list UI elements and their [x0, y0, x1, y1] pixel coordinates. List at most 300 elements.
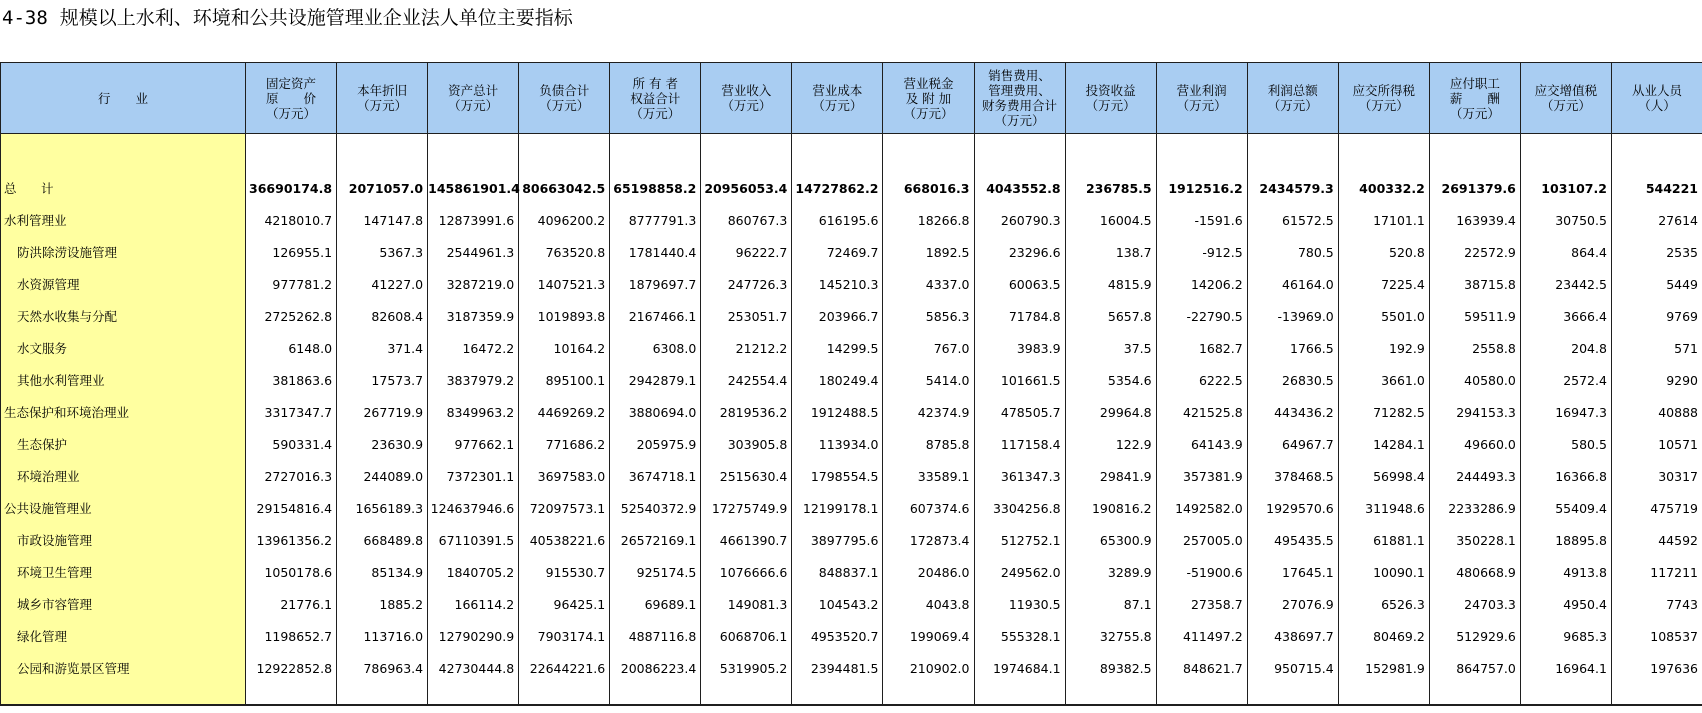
value-cell: 2233286.9 — [1429, 492, 1520, 524]
spacer-cell — [337, 134, 428, 173]
value-cell: 65198858.2 — [610, 172, 701, 204]
value-cell: 6148.0 — [246, 332, 337, 364]
industry-name: 城乡市容管理 — [1, 588, 246, 620]
value-cell: 4815.9 — [1065, 268, 1156, 300]
spacer-cell — [883, 684, 974, 705]
table-title: 规模以上水利、环境和公共设施管理业企业法人单位主要指标 — [59, 7, 573, 29]
column-header: 营业税金 及 附 加 （万元） — [883, 63, 974, 134]
value-cell: 6308.0 — [610, 332, 701, 364]
value-cell: 5449 — [1611, 268, 1702, 300]
spacer-cell — [246, 134, 337, 173]
value-cell: 147147.8 — [337, 204, 428, 236]
value-cell: 14206.2 — [1156, 268, 1247, 300]
spacer-cell — [792, 684, 883, 705]
value-cell: 475719 — [1611, 492, 1702, 524]
value-cell: 40580.0 — [1429, 364, 1520, 396]
spacer-cell — [519, 134, 610, 173]
value-cell: 4469269.2 — [519, 396, 610, 428]
value-cell: 17573.7 — [337, 364, 428, 396]
value-cell: 236785.5 — [1065, 172, 1156, 204]
value-cell: 29841.9 — [1065, 460, 1156, 492]
value-cell: 180249.4 — [792, 364, 883, 396]
value-cell: 1198652.7 — [246, 620, 337, 652]
value-cell: 12873991.6 — [428, 204, 519, 236]
value-cell: 381863.6 — [246, 364, 337, 396]
table-body — [1, 134, 1702, 706]
value-cell: 12922852.8 — [246, 652, 337, 684]
value-cell: 544221 — [1611, 172, 1702, 204]
column-header: 应交所得税 （万元） — [1338, 63, 1429, 134]
column-header: 营业收入 （万元） — [701, 63, 792, 134]
value-cell: 89382.5 — [1065, 652, 1156, 684]
value-cell: 311948.6 — [1338, 492, 1429, 524]
value-cell: 27358.7 — [1156, 588, 1247, 620]
value-cell: 1050178.6 — [246, 556, 337, 588]
header-row — [1, 63, 1702, 134]
value-cell: -51900.6 — [1156, 556, 1247, 588]
value-cell: 21776.1 — [246, 588, 337, 620]
value-cell: 247726.3 — [701, 268, 792, 300]
value-cell: 104543.2 — [792, 588, 883, 620]
table-row — [1, 300, 1702, 332]
value-cell: 5319905.2 — [701, 652, 792, 684]
value-cell: 294153.3 — [1429, 396, 1520, 428]
table-row — [1, 524, 1702, 556]
value-cell: 950715.4 — [1247, 652, 1338, 684]
value-cell: 3897795.6 — [792, 524, 883, 556]
value-cell: -912.5 — [1156, 236, 1247, 268]
value-cell: 350228.1 — [1429, 524, 1520, 556]
value-cell: 4043552.8 — [974, 172, 1065, 204]
value-cell: -1591.6 — [1156, 204, 1247, 236]
table-row — [1, 652, 1702, 684]
value-cell: 11930.5 — [974, 588, 1065, 620]
value-cell: 67110391.5 — [428, 524, 519, 556]
spacer-cell — [1611, 684, 1702, 705]
value-cell: 44592 — [1611, 524, 1702, 556]
value-cell: 5414.0 — [883, 364, 974, 396]
value-cell: 443436.2 — [1247, 396, 1338, 428]
value-cell: 10571 — [1611, 428, 1702, 460]
value-cell: 4887116.8 — [610, 620, 701, 652]
spacer-cell — [337, 684, 428, 705]
value-cell: 22572.9 — [1429, 236, 1520, 268]
value-cell: 124637946.6 — [428, 492, 519, 524]
value-cell: 4218010.7 — [246, 204, 337, 236]
spacer-cell — [1, 134, 246, 173]
value-cell: 2071057.0 — [337, 172, 428, 204]
spacer-cell — [1156, 684, 1247, 705]
value-cell: 1682.7 — [1156, 332, 1247, 364]
value-cell: 122.9 — [1065, 428, 1156, 460]
value-cell: 13961356.2 — [246, 524, 337, 556]
value-cell: 14284.1 — [1338, 428, 1429, 460]
value-cell: 520.8 — [1338, 236, 1429, 268]
value-cell: 52540372.9 — [610, 492, 701, 524]
value-cell: 42374.9 — [883, 396, 974, 428]
value-cell: 96425.1 — [519, 588, 610, 620]
value-cell: 72097573.1 — [519, 492, 610, 524]
value-cell: 6068706.1 — [701, 620, 792, 652]
value-cell: 199069.4 — [883, 620, 974, 652]
value-cell: 36690174.8 — [246, 172, 337, 204]
spacer-cell — [974, 134, 1065, 173]
industry-name: 生态保护和环境治理业 — [1, 396, 246, 428]
value-cell: 1076666.6 — [701, 556, 792, 588]
value-cell: 1766.5 — [1247, 332, 1338, 364]
table-row — [1, 396, 1702, 428]
table-row — [1, 172, 1702, 204]
column-header: 应付职工 薪 酬 （万元） — [1429, 63, 1520, 134]
value-cell: 2535 — [1611, 236, 1702, 268]
value-cell: 400332.2 — [1338, 172, 1429, 204]
table-row — [1, 492, 1702, 524]
industry-name: 生态保护 — [1, 428, 246, 460]
value-cell: 3661.0 — [1338, 364, 1429, 396]
spacer-cell — [1156, 134, 1247, 173]
value-cell: 40538221.6 — [519, 524, 610, 556]
data-table — [0, 62, 1702, 706]
spacer-cell — [1, 684, 246, 705]
value-cell: 20086223.4 — [610, 652, 701, 684]
value-cell: 2544961.3 — [428, 236, 519, 268]
value-cell: 925174.5 — [610, 556, 701, 588]
value-cell: 30317 — [1611, 460, 1702, 492]
spacer-cell — [246, 684, 337, 705]
value-cell: 607374.6 — [883, 492, 974, 524]
spacer-cell — [883, 134, 974, 173]
value-cell: 303905.8 — [701, 428, 792, 460]
value-cell: 2572.4 — [1520, 364, 1611, 396]
value-cell: 253051.7 — [701, 300, 792, 332]
industry-name: 水文服务 — [1, 332, 246, 364]
value-cell: 23442.5 — [1520, 268, 1611, 300]
value-cell: 438697.7 — [1247, 620, 1338, 652]
value-cell: -22790.5 — [1156, 300, 1247, 332]
value-cell: 172873.4 — [883, 524, 974, 556]
value-cell: 10164.2 — [519, 332, 610, 364]
value-cell: 3983.9 — [974, 332, 1065, 364]
value-cell: 2394481.5 — [792, 652, 883, 684]
column-header-industry: 行 业 — [1, 63, 246, 134]
value-cell: 864757.0 — [1429, 652, 1520, 684]
value-cell: 786963.4 — [337, 652, 428, 684]
value-cell: 65300.9 — [1065, 524, 1156, 556]
value-cell: 166114.2 — [428, 588, 519, 620]
value-cell: 2819536.2 — [701, 396, 792, 428]
value-cell: 3317347.7 — [246, 396, 337, 428]
value-cell: 16004.5 — [1065, 204, 1156, 236]
column-header: 营业成本 （万元） — [792, 63, 883, 134]
value-cell: 20956053.4 — [701, 172, 792, 204]
value-cell: 1929570.6 — [1247, 492, 1338, 524]
value-cell: -13969.0 — [1247, 300, 1338, 332]
value-cell: 780.5 — [1247, 236, 1338, 268]
value-cell: 192.9 — [1338, 332, 1429, 364]
value-cell: 480668.9 — [1429, 556, 1520, 588]
value-cell: 1974684.1 — [974, 652, 1065, 684]
column-header: 投资收益 （万元） — [1065, 63, 1156, 134]
value-cell: 40888 — [1611, 396, 1702, 428]
value-cell: 3666.4 — [1520, 300, 1611, 332]
value-cell: 9769 — [1611, 300, 1702, 332]
value-cell: 895100.1 — [519, 364, 610, 396]
value-cell: 8349963.2 — [428, 396, 519, 428]
value-cell: 96222.7 — [701, 236, 792, 268]
industry-name: 公共设施管理业 — [1, 492, 246, 524]
spacer-cell — [1429, 684, 1520, 705]
value-cell: 117158.4 — [974, 428, 1065, 460]
value-cell: 616195.6 — [792, 204, 883, 236]
value-cell: 33589.1 — [883, 460, 974, 492]
value-cell: 71784.8 — [974, 300, 1065, 332]
value-cell: 29154816.4 — [246, 492, 337, 524]
value-cell: 555328.1 — [974, 620, 1065, 652]
value-cell: 149081.3 — [701, 588, 792, 620]
value-cell: 46164.0 — [1247, 268, 1338, 300]
value-cell: 69689.1 — [610, 588, 701, 620]
value-cell: 21212.2 — [701, 332, 792, 364]
industry-name: 市政设施管理 — [1, 524, 246, 556]
value-cell: 267719.9 — [337, 396, 428, 428]
spacer-cell — [1247, 134, 1338, 173]
table-row — [1, 620, 1702, 652]
value-cell: 38715.8 — [1429, 268, 1520, 300]
table-row — [1, 556, 1702, 588]
value-cell: 421525.8 — [1156, 396, 1247, 428]
industry-name: 总 计 — [1, 172, 246, 204]
value-cell: 61572.5 — [1247, 204, 1338, 236]
industry-name: 防洪除涝设施管理 — [1, 236, 246, 268]
value-cell: 848621.7 — [1156, 652, 1247, 684]
value-cell: 3674718.1 — [610, 460, 701, 492]
value-cell: 571 — [1611, 332, 1702, 364]
value-cell: 1879697.7 — [610, 268, 701, 300]
spacer-cell — [1520, 684, 1611, 705]
value-cell: 16472.2 — [428, 332, 519, 364]
value-cell: 80663042.5 — [519, 172, 610, 204]
value-cell: 4096200.2 — [519, 204, 610, 236]
value-cell: 30750.5 — [1520, 204, 1611, 236]
value-cell: 8785.8 — [883, 428, 974, 460]
value-cell: 64967.7 — [1247, 428, 1338, 460]
value-cell: 103107.2 — [1520, 172, 1611, 204]
value-cell: 4950.4 — [1520, 588, 1611, 620]
value-cell: 18895.8 — [1520, 524, 1611, 556]
table-row — [1, 332, 1702, 364]
value-cell: 145861901.4 — [428, 172, 519, 204]
value-cell: 848837.1 — [792, 556, 883, 588]
value-cell: 915530.7 — [519, 556, 610, 588]
spacer-cell — [1065, 684, 1156, 705]
value-cell: 113716.0 — [337, 620, 428, 652]
value-cell: 197636 — [1611, 652, 1702, 684]
value-cell: 771686.2 — [519, 428, 610, 460]
value-cell: 1656189.3 — [337, 492, 428, 524]
spacer-cell — [1611, 134, 1702, 173]
value-cell: 61881.1 — [1338, 524, 1429, 556]
value-cell: 27076.9 — [1247, 588, 1338, 620]
value-cell: 56998.4 — [1338, 460, 1429, 492]
value-cell: 512752.1 — [974, 524, 1065, 556]
value-cell: 1407521.3 — [519, 268, 610, 300]
value-cell: 20486.0 — [883, 556, 974, 588]
value-cell: 580.5 — [1520, 428, 1611, 460]
spacer-cell — [519, 684, 610, 705]
value-cell: 60063.5 — [974, 268, 1065, 300]
value-cell: 17101.1 — [1338, 204, 1429, 236]
value-cell: 1798554.5 — [792, 460, 883, 492]
table-number: 4-38 — [2, 7, 48, 29]
value-cell: 2942879.1 — [610, 364, 701, 396]
table-row — [1, 236, 1702, 268]
value-cell: 145210.3 — [792, 268, 883, 300]
column-header: 本年折旧 （万元） — [337, 63, 428, 134]
value-cell: 249562.0 — [974, 556, 1065, 588]
value-cell: 85134.9 — [337, 556, 428, 588]
spacer-cell — [792, 134, 883, 173]
data-table-container — [0, 62, 1702, 706]
value-cell: 71282.5 — [1338, 396, 1429, 428]
value-cell: 767.0 — [883, 332, 974, 364]
column-header: 固定资产 原 价 （万元） — [246, 63, 337, 134]
value-cell: 3837979.2 — [428, 364, 519, 396]
column-header: 所 有 者 权益合计 （万元） — [610, 63, 701, 134]
value-cell: 668489.8 — [337, 524, 428, 556]
value-cell: 361347.3 — [974, 460, 1065, 492]
value-cell: 2691379.6 — [1429, 172, 1520, 204]
value-cell: 260790.3 — [974, 204, 1065, 236]
table-row — [1, 588, 1702, 620]
value-cell: 3880694.0 — [610, 396, 701, 428]
value-cell: 864.4 — [1520, 236, 1611, 268]
value-cell: 163939.4 — [1429, 204, 1520, 236]
value-cell: 4043.8 — [883, 588, 974, 620]
spacer-cell — [1065, 134, 1156, 173]
value-cell: 26830.5 — [1247, 364, 1338, 396]
column-header: 负债合计 （万元） — [519, 63, 610, 134]
value-cell: 2167466.1 — [610, 300, 701, 332]
industry-name: 环境卫生管理 — [1, 556, 246, 588]
table-row — [1, 460, 1702, 492]
value-cell: 18266.8 — [883, 204, 974, 236]
column-header: 从业人员 （人） — [1611, 63, 1702, 134]
value-cell: 7743 — [1611, 588, 1702, 620]
value-cell: 16964.1 — [1520, 652, 1611, 684]
value-cell: 117211 — [1611, 556, 1702, 588]
value-cell: 16366.8 — [1520, 460, 1611, 492]
value-cell: 860767.3 — [701, 204, 792, 236]
value-cell: 5354.6 — [1065, 364, 1156, 396]
value-cell: 3304256.8 — [974, 492, 1065, 524]
value-cell: 977781.2 — [246, 268, 337, 300]
value-cell: 138.7 — [1065, 236, 1156, 268]
value-cell: 512929.6 — [1429, 620, 1520, 652]
spacer-cell — [701, 684, 792, 705]
value-cell: 23630.9 — [337, 428, 428, 460]
value-cell: 14727862.2 — [792, 172, 883, 204]
value-cell: 14299.5 — [792, 332, 883, 364]
value-cell: 17645.1 — [1247, 556, 1338, 588]
value-cell: 82608.4 — [337, 300, 428, 332]
industry-name: 水利管理业 — [1, 204, 246, 236]
value-cell: 1892.5 — [883, 236, 974, 268]
value-cell: 72469.7 — [792, 236, 883, 268]
value-cell: 244493.3 — [1429, 460, 1520, 492]
value-cell: 27614 — [1611, 204, 1702, 236]
value-cell: 6526.3 — [1338, 588, 1429, 620]
value-cell: 41227.0 — [337, 268, 428, 300]
value-cell: 23296.6 — [974, 236, 1065, 268]
value-cell: 977662.1 — [428, 428, 519, 460]
value-cell: 371.4 — [337, 332, 428, 364]
value-cell: 1019893.8 — [519, 300, 610, 332]
value-cell: 10090.1 — [1338, 556, 1429, 588]
value-cell: 3289.9 — [1065, 556, 1156, 588]
value-cell: 5501.0 — [1338, 300, 1429, 332]
value-cell: 22644221.6 — [519, 652, 610, 684]
value-cell: 1912516.2 — [1156, 172, 1247, 204]
value-cell: 5856.3 — [883, 300, 974, 332]
value-cell: 12790290.9 — [428, 620, 519, 652]
value-cell: 49660.0 — [1429, 428, 1520, 460]
value-cell: 9685.3 — [1520, 620, 1611, 652]
value-cell: 5657.8 — [1065, 300, 1156, 332]
table-row — [1, 268, 1702, 300]
value-cell: 7372301.1 — [428, 460, 519, 492]
value-cell: 590331.4 — [246, 428, 337, 460]
value-cell: 5367.3 — [337, 236, 428, 268]
spacer-cell — [610, 684, 701, 705]
value-cell: 4337.0 — [883, 268, 974, 300]
value-cell: 2727016.3 — [246, 460, 337, 492]
table-row — [1, 364, 1702, 396]
value-cell: 2725262.8 — [246, 300, 337, 332]
value-cell: 29964.8 — [1065, 396, 1156, 428]
value-cell: 24703.3 — [1429, 588, 1520, 620]
value-cell: 12199178.1 — [792, 492, 883, 524]
value-cell: 763520.8 — [519, 236, 610, 268]
value-cell: 204.8 — [1520, 332, 1611, 364]
spacer-cell — [1520, 134, 1611, 173]
value-cell: 203966.7 — [792, 300, 883, 332]
value-cell: 244089.0 — [337, 460, 428, 492]
column-header: 营业利润 （万元） — [1156, 63, 1247, 134]
value-cell: 1912488.5 — [792, 396, 883, 428]
value-cell: 257005.0 — [1156, 524, 1247, 556]
industry-name: 水资源管理 — [1, 268, 246, 300]
value-cell: 108537 — [1611, 620, 1702, 652]
value-cell: 242554.4 — [701, 364, 792, 396]
column-header: 利润总额 （万元） — [1247, 63, 1338, 134]
value-cell: 87.1 — [1065, 588, 1156, 620]
value-cell: 113934.0 — [792, 428, 883, 460]
industry-name: 天然水收集与分配 — [1, 300, 246, 332]
value-cell: 42730444.8 — [428, 652, 519, 684]
value-cell: 4913.8 — [1520, 556, 1611, 588]
value-cell: 26572169.1 — [610, 524, 701, 556]
value-cell: 4661390.7 — [701, 524, 792, 556]
value-cell: 2434579.3 — [1247, 172, 1338, 204]
spacer-cell — [974, 684, 1065, 705]
spacer-cell — [701, 134, 792, 173]
value-cell: 3187359.9 — [428, 300, 519, 332]
value-cell: 411497.2 — [1156, 620, 1247, 652]
value-cell: 378468.5 — [1247, 460, 1338, 492]
value-cell: 1492582.0 — [1156, 492, 1247, 524]
value-cell: 6222.5 — [1156, 364, 1247, 396]
value-cell: 3287219.0 — [428, 268, 519, 300]
